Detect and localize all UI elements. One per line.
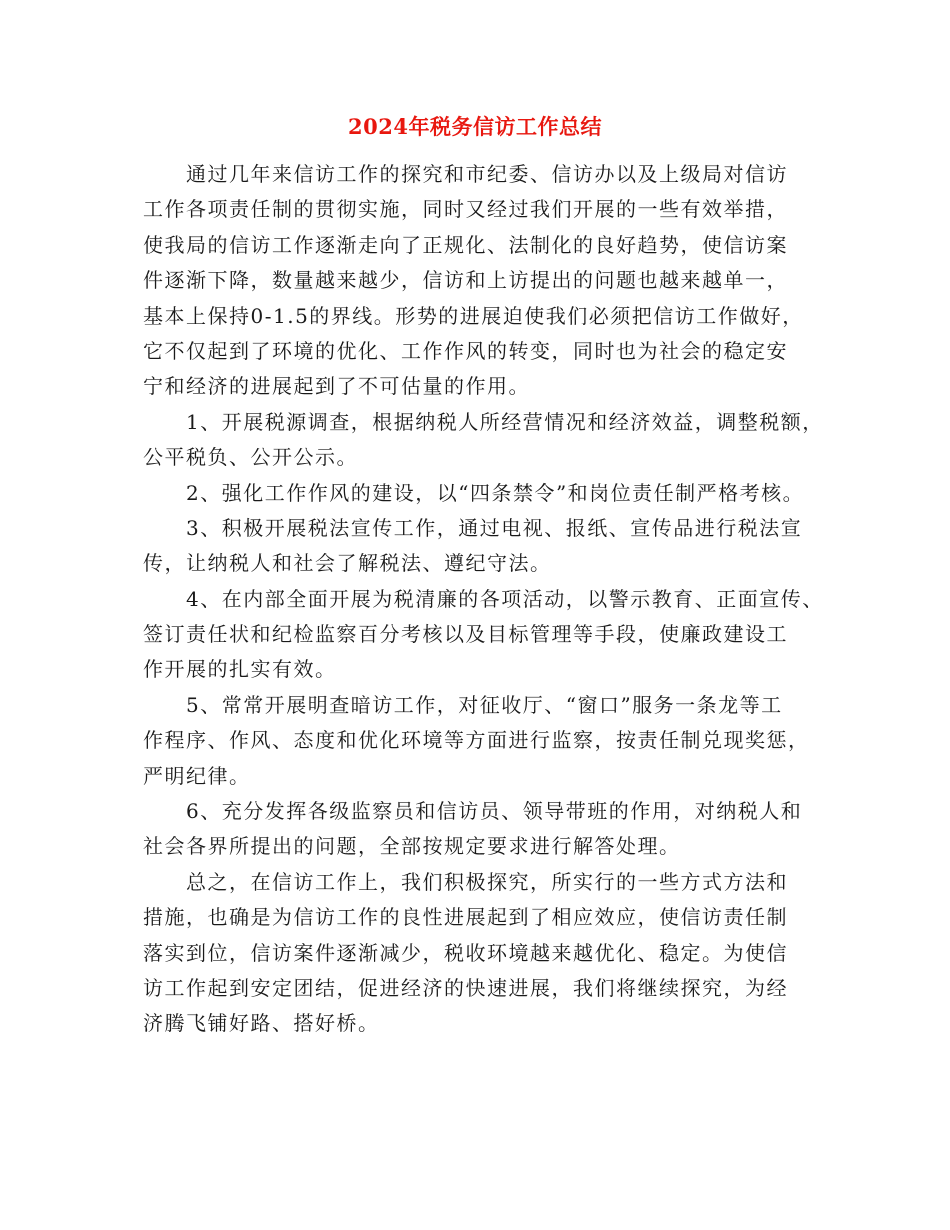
- document-title: 2024年税务信访工作总结: [348, 114, 602, 139]
- list-item-line: 作开展的扎实有效。: [143, 657, 337, 682]
- list-item-line: 1、开展税源调查，根据纳税人所经营情况和经济效益，调整税额，: [186, 409, 824, 434]
- list-item-line: 严明纪律。: [143, 763, 251, 788]
- paragraph-line: 它不仅起到了环境的优化、工作作风的转变，同时也为社会的稳定安: [143, 338, 788, 363]
- paragraph-line: 济腾飞铺好路、搭好桥。: [143, 1011, 380, 1036]
- list-item-line: 6、充分发挥各级监察员和信访员、领导带班的作用，对纳税人和: [186, 799, 803, 824]
- list-item-line: 3、积极开展税法宣传工作，通过电视、报纸、宣传品进行税法宣: [186, 515, 803, 540]
- list-item-line: 社会各界所提出的问题，全部按规定要求进行解答处理。: [143, 834, 681, 859]
- paragraph-line: 宁和经济的进展起到了不可估量的作用。: [143, 374, 530, 399]
- list-item-line: 4、在内部全面开展为税清廉的各项活动，以警示教育、正面宣传、: [186, 586, 824, 611]
- list-item-line: 公平税负、公开公示。: [143, 445, 358, 470]
- paragraph-line: 通过几年来信访工作的探究和市纪委、信访办以及上级局对信访: [186, 162, 788, 186]
- paragraph-line: 工作各项责任制的贯彻实施，同时又经过我们开展的一些有效举措，: [143, 197, 788, 222]
- document-body: [143, 157, 833, 1042]
- paragraph-line: 基本上保持0-1.5的界线。形势的进展迫使我们必须把信访工作做好，: [143, 303, 804, 328]
- paragraph-line: 使我局的信访工作逐渐走向了正规化、法制化的良好趋势，使信访案: [143, 232, 788, 257]
- paragraph-line: 访工作起到安定团结，促进经济的快速进展，我们将继续探究，为经: [143, 975, 788, 1000]
- paragraph-line: 件逐渐下降，数量越来越少，信访和上访提出的问题也越来越单一，: [143, 268, 788, 293]
- list-item-line: 2、强化工作作风的建设，以“四条禁令”和岗位责任制严格考核。: [186, 480, 805, 505]
- paragraph-line: 措施，也确是为信访工作的良性进展起到了相应效应，使信访责任制: [143, 905, 788, 930]
- list-item-line: 签订责任状和纪检监察百分考核以及目标管理等手段，使廉政建设工: [143, 622, 788, 647]
- paragraph-line: 总之，在信访工作上，我们积极探究，所实行的一些方式方法和: [186, 869, 788, 894]
- paragraph-line: 落实到位，信访案件逐渐减少，税收环境越来越优化、稳定。为使信: [143, 940, 788, 965]
- list-item-line: 5、常常开展明查暗访工作，对征收厅、“窗口”服务一条龙等工: [186, 692, 783, 717]
- list-item-line: 作程序、作风、态度和优化环境等方面进行监察，按责任制兑现奖惩，: [143, 728, 810, 753]
- list-item-line: 传，让纳税人和社会了解税法、遵纪守法。: [143, 551, 552, 576]
